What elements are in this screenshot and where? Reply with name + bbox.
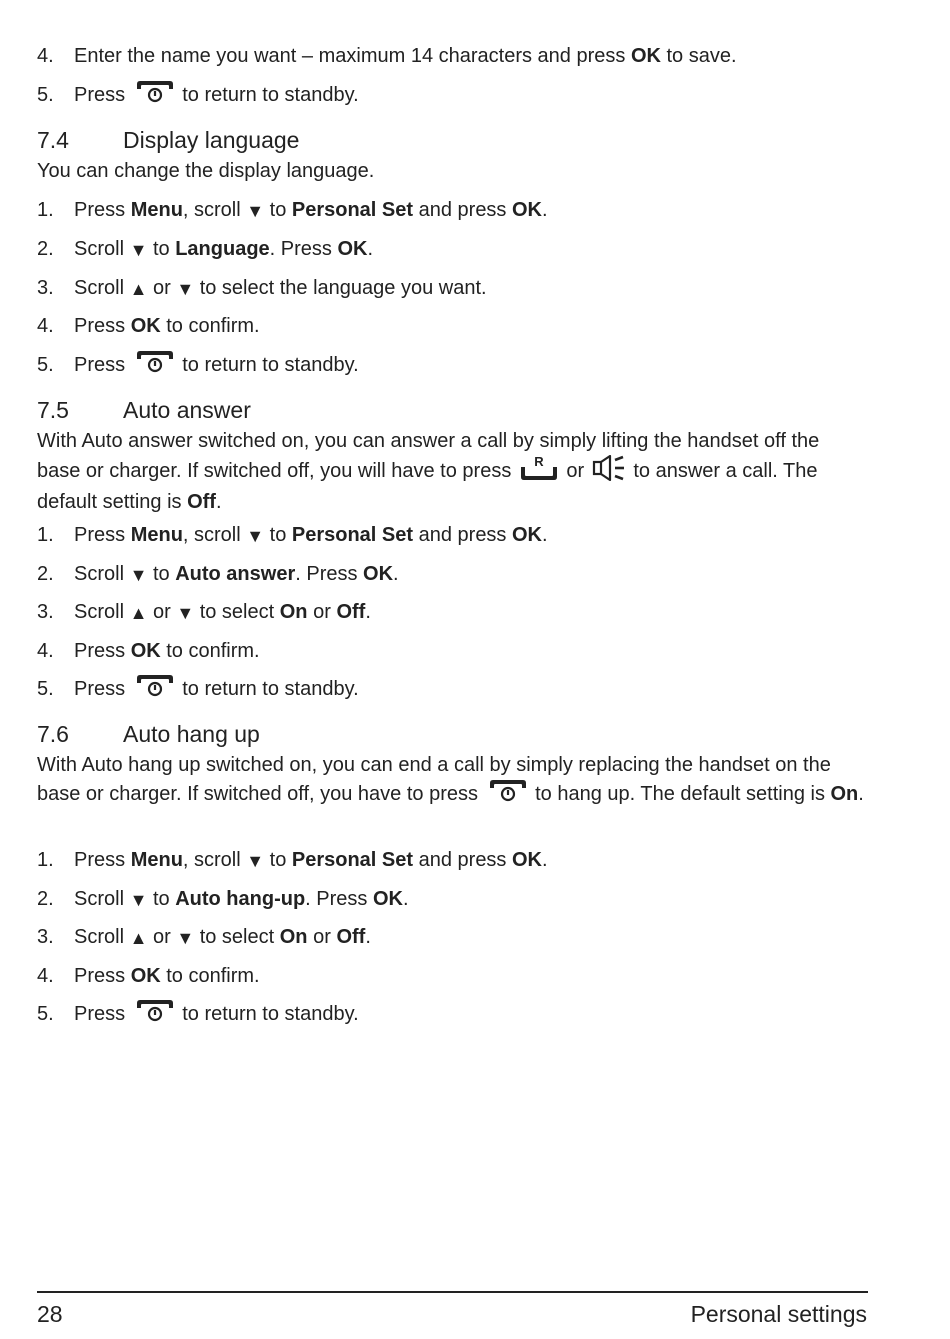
list-item: 2. Scroll ▼ to Auto hang-up. Press OK.	[37, 884, 409, 914]
list-item: 3. Scroll ▲ or ▼ to select On or Off.	[37, 597, 371, 627]
list-item: 5. Press to return to standby.	[37, 80, 359, 110]
list-item: 2. Scroll ▼ to Auto answer. Press OK.	[37, 559, 399, 589]
list-item: 1. Press Menu, scroll ▼ to Personal Set and press OK.	[37, 195, 548, 225]
list-item: 5. Press to return to standby.	[37, 350, 359, 380]
list-item: 4. Press OK to confirm.	[37, 315, 260, 337]
triangle-up-icon: ▲	[129, 278, 148, 299]
list-item: 3. Scroll ▲ or ▼ to select the language you want.	[37, 273, 487, 303]
speaker-icon	[592, 455, 626, 489]
svg-text:R: R	[534, 455, 544, 469]
triangle-down-icon: ▼	[246, 525, 265, 546]
end-call-icon	[135, 999, 175, 1032]
triangle-down-icon: ▼	[176, 278, 195, 299]
list-item: 1. Press Menu, scroll ▼ to Personal Set and press OK.	[37, 845, 548, 875]
triangle-up-icon: ▲	[129, 927, 148, 948]
end-call-icon	[135, 674, 175, 707]
triangle-down-icon: ▼	[129, 564, 148, 585]
footer-divider	[37, 1291, 868, 1293]
list-item: 4. Press OK to confirm.	[37, 965, 260, 987]
triangle-down-icon: ▼	[129, 239, 148, 260]
section-description: With Auto answer switched on, you can answer a call by simply lifting the handset off the base or charger. If switched off, you will have to press R or to answer a call. The default setting is Off.	[37, 430, 820, 513]
list-item: 5. Press to return to standby.	[37, 999, 359, 1029]
end-call-icon	[135, 350, 175, 383]
triangle-down-icon: ▼	[176, 927, 195, 948]
section-heading: 7.5 Auto answer	[37, 397, 251, 423]
triangle-down-icon: ▼	[176, 602, 195, 623]
section-description: With Auto hang up switched on, you can end a call by simply replacing the handset on the base or charger. If switched off, you have to press to hang up. The default setting is On.	[37, 752, 867, 811]
footer-section-title: Personal settings	[690, 1301, 867, 1327]
list-item: 5. Press to return to standby.	[37, 674, 359, 704]
list-item: 1. Press Menu, scroll ▼ to Personal Set and press OK.	[37, 520, 548, 550]
end-call-icon	[488, 779, 528, 811]
triangle-down-icon: ▼	[129, 889, 148, 910]
recall-r-icon	[519, 455, 559, 489]
section-description: You can change the display language.	[37, 160, 375, 182]
triangle-down-icon: ▼	[246, 200, 265, 221]
end-call-icon	[135, 80, 175, 113]
section-heading: 7.6 Auto hang up	[37, 721, 260, 747]
list-item: 3. Scroll ▲ or ▼ to select On or Off.	[37, 922, 371, 952]
list-item: 2. Scroll ▼ to Language. Press OK.	[37, 234, 373, 264]
list-item: 4. Enter the name you want – maximum 14 characters and press OK to save.	[37, 41, 737, 71]
list-item: 4. Press OK to confirm.	[37, 640, 260, 662]
step-number: 4.	[37, 45, 54, 67]
page-number: 28	[37, 1301, 63, 1327]
triangle-down-icon: ▼	[246, 850, 265, 871]
triangle-up-icon: ▲	[129, 602, 148, 623]
section-heading: 7.4 Display language	[37, 127, 300, 153]
